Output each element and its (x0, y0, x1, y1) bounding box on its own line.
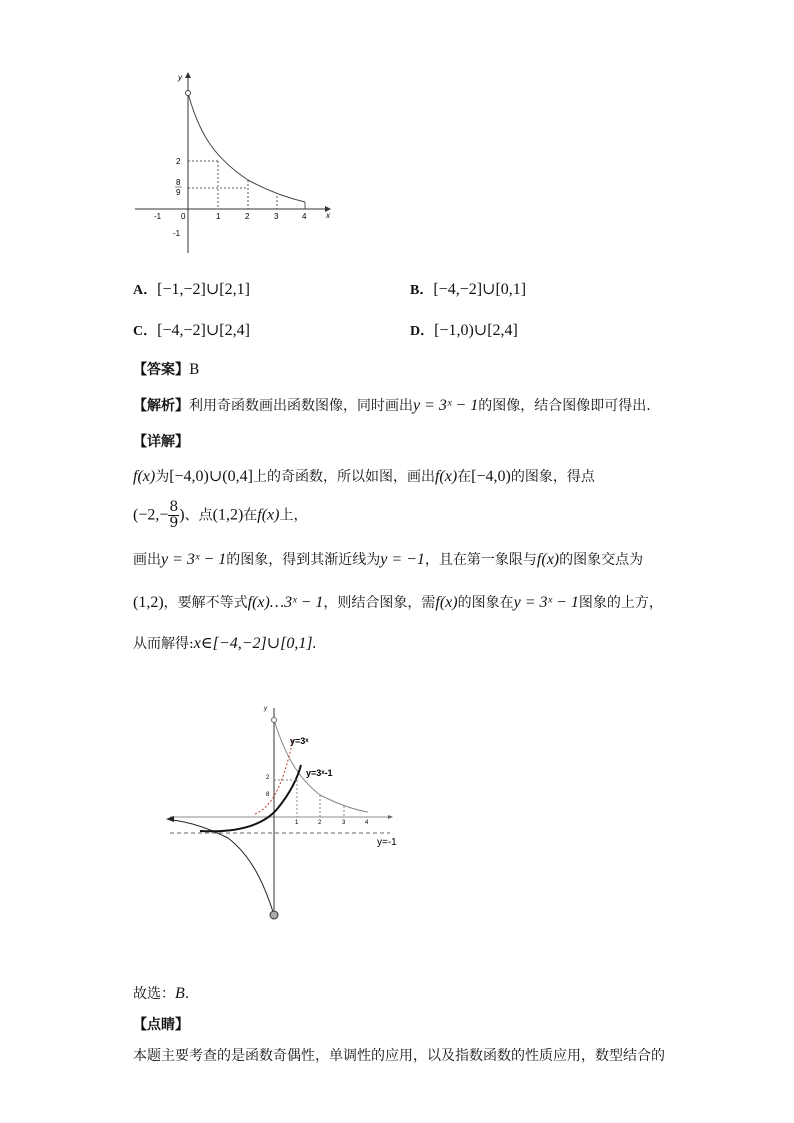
option-d-text: [−1,0)∪[2,4] (434, 322, 518, 339)
comment-text: 本题主要考查的是函数奇偶性，单调性的应用，以及指数函数的性质应用，数型结合的 (133, 1048, 665, 1064)
conclusion-value: B (175, 985, 185, 1002)
ytick-9: 9 (176, 188, 181, 197)
y-axis-label: y (178, 73, 182, 82)
d4-t4: 图象的上方， (578, 595, 663, 611)
d3-t1: 画出 (133, 552, 161, 568)
option-d (410, 320, 518, 340)
xtick-1: 1 (216, 212, 221, 221)
ytick-8: 8 (176, 178, 181, 187)
option-c-text: [−4,−2]∪[2,4] (157, 322, 250, 339)
inequality: f(x)…3ˣ − 1 (247, 594, 324, 611)
detail-line-4 (133, 592, 663, 612)
fx-2: f(x) (434, 468, 458, 485)
fx-5: f(x) (435, 594, 458, 611)
curve-f (188, 93, 305, 202)
option-a-text: [−1,−2]∪[2,1] (157, 281, 250, 298)
curve-3x-minus-1 (200, 765, 301, 831)
comment-tag: 【点睛】 (133, 1017, 189, 1033)
eq-asymptote: y = −1 (380, 551, 425, 568)
frac-num: 8 (169, 499, 179, 515)
d3-t4: 的图象交点为 (559, 552, 644, 568)
answer-line (133, 359, 199, 379)
xtick2-4: 4 (365, 820, 369, 826)
fx-3: f(x) (257, 506, 280, 524)
d1-t4: 的图象，得点 (510, 469, 595, 485)
answer-value: B (189, 362, 200, 378)
point-12: (1,2) (133, 594, 164, 611)
detail-tag: 【详解】 (133, 434, 189, 450)
point-1-close: ) (179, 506, 185, 524)
fx-1: f(x) (133, 468, 156, 485)
xtick-2: 2 (245, 212, 250, 221)
fraction-8-9 (168, 500, 179, 531)
xtick2-1: 1 (295, 820, 299, 826)
x-axis-arrow-2 (388, 815, 393, 819)
conclusion-t1: 故选： (133, 986, 175, 1002)
ytick2-2: 2 (266, 775, 270, 781)
curve-f-right (274, 720, 368, 812)
curve-f-left (172, 820, 274, 915)
solution: x∈[−4,−2]∪[0,1]. (193, 635, 317, 652)
d1-t3: 在 (457, 469, 472, 485)
d2-t3: 上， (279, 507, 308, 524)
open-point-top (272, 718, 277, 723)
option-d-label: D． (410, 324, 435, 339)
point-2: (1,2) (212, 506, 244, 524)
label-y3x: y=3ˣ (290, 736, 309, 746)
xtick-0: 0 (181, 212, 186, 221)
fx-4: f(x) (536, 551, 560, 568)
point-1-open: (−2,− (133, 506, 169, 524)
analysis-formula: y = 3ˣ − 1 (413, 397, 479, 414)
eq-3x-1-b: y = 3ˣ − 1 (513, 594, 579, 611)
option-a (133, 279, 250, 299)
d1-t1: 为 (155, 469, 170, 485)
detail-line-3 (133, 549, 643, 569)
d2-t2: 在 (243, 507, 258, 524)
label-asymptote: y=-1 (377, 837, 397, 848)
d4-t1: ，要解不等式 (163, 595, 248, 611)
xtick2-2: 2 (318, 820, 322, 826)
y-axis-arrow (185, 72, 191, 78)
option-c-label: C． (133, 324, 158, 339)
detail-line-5 (133, 633, 317, 653)
open-point (186, 91, 191, 96)
xtick-3: 3 (274, 212, 279, 221)
analysis-line (133, 395, 651, 415)
analysis-tag: 【解析】 (133, 398, 189, 414)
x-axis-label: x (326, 211, 330, 220)
frac-den: 9 (169, 515, 179, 531)
eq-3x-1: y = 3ˣ − 1 (161, 551, 227, 568)
detail-line-1 (133, 466, 595, 486)
option-b (410, 279, 526, 299)
label-y3x-1: y=3ˣ-1 (306, 768, 333, 778)
option-b-label: B． (410, 283, 434, 298)
function-graph-2 (160, 700, 410, 930)
xtick2-3: 3 (342, 820, 346, 826)
d2-t1: 、点 (184, 507, 213, 524)
interval-2: [−4,0) (471, 468, 511, 485)
interval-1: [−4,0)∪(0,4] (169, 468, 253, 485)
d5-t1: 从而解得: (133, 636, 194, 652)
d1-t2: 上的奇函数，所以如图，画出 (252, 469, 435, 485)
closed-point-bottom (270, 911, 278, 919)
analysis-text-1: 利用奇函数画出函数图像，同时画出 (189, 398, 413, 414)
option-b-text: [−4,−2]∪[0,1] (433, 281, 527, 298)
analysis-text-2: 的图像，结合图像即可得出. (478, 398, 651, 414)
y-axis-label-2: y (264, 706, 267, 712)
ytick2-8: 8 (266, 792, 270, 798)
ytick-neg1: -1 (173, 229, 181, 238)
answer-tag: 【答案】 (133, 362, 189, 378)
d4-t3: 的图象在 (457, 595, 514, 611)
xtick-4: 4 (302, 212, 307, 221)
xtick-neg1: -1 (154, 212, 162, 221)
detail-line-2 (133, 500, 307, 531)
conclusion-line (133, 983, 189, 1003)
option-c (133, 320, 250, 340)
d4-t2: ，则结合图象，需 (323, 595, 436, 611)
d3-t3: ，且在第一象限与 (424, 552, 537, 568)
conclusion-t2: . (184, 986, 190, 1002)
d3-t2: 的图象，得到其渐近线为 (226, 552, 381, 568)
function-graph-1 (130, 68, 340, 258)
option-a-label: A． (133, 283, 158, 298)
ytick-2: 2 (176, 157, 181, 166)
